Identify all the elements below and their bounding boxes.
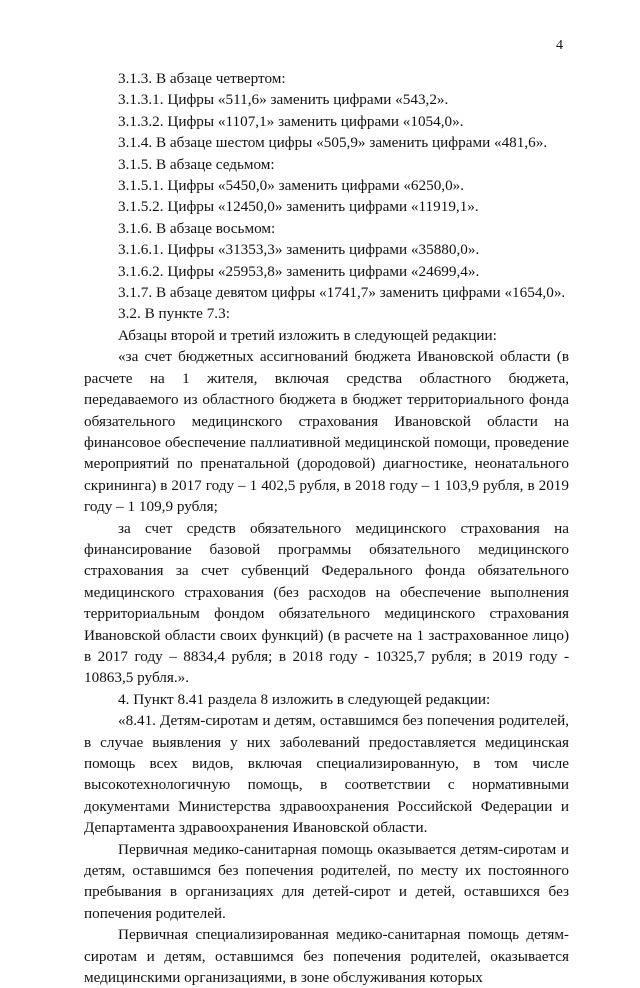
amendment-paragraph: 3.1.6.2. Цифры «25953,8» заменить цифрами «24699,4».: [118, 262, 480, 280]
amendment-paragraph: 3.1.4. В абзаце шестом цифры «505,9» заменить цифрами «481,6».: [118, 134, 548, 152]
amendment-paragraph: 3.1.6.1. Цифры «31353,3» заменить цифрами «35880,0».: [118, 241, 480, 259]
quoted-paragraph: Первичная специализированная медико-санитарная помощь детям-сиротам и детям, оставшимся без попечения родителей, оказывается медицинскими организациями, в зоне обслуживания которых: [84, 926, 569, 987]
amendment-paragraph: 3.1.5.2. Цифры «12450,0» заменить цифрами «11919,1».: [118, 198, 479, 216]
quoted-paragraph: «8.41. Детям-сиротам и детям, оставшимся без попечения родителей, в случае выявления у них заболеваний предоставляется медицинская помощь всех видов, включая специализированную, в том числе высокотехнологичную помощь, в соответствии с нормативными документами Министерства здравоохранения Российской Федерации и Департамента здравоохранения Ивановской области.: [84, 712, 569, 837]
amendment-paragraph: 3.1.6. В абзаце восьмом:: [118, 219, 276, 237]
amendment-paragraph: 3.1.3. В абзаце четвертом:: [118, 70, 286, 87]
amendment-paragraph: 3.2. В пункте 7.3:: [118, 305, 230, 323]
page-number: 4: [556, 38, 563, 53]
quoted-paragraph: за счет средств обязательного медицинского страхования на финансирование базовой программы обязательного медицинского страхования за счет субвенций Федерального фонда обязательного медицинского страхования (без расходов на обеспечение выполнения территориальным фондом обязательного медицинского страхования Ивановской области своих функций) (в расчете на 1 застрахованное лицо) в 2017 году – 8834,4 рубля; в 2018 году - 10325,7 рубля; в 2019 году - 10863,5 рубля.».: [84, 519, 569, 687]
amendment-paragraph: 3.1.3.2. Цифры «1107,1» заменить цифрами «1054,0».: [118, 112, 464, 130]
amendment-paragraph: 3.1.7. В абзаце девятом цифры «1741,7» заменить цифрами «1654,0».: [118, 284, 566, 302]
quoted-paragraph: Первичная медико-санитарная помощь оказывается детям-сиротам и детям, оставшимся без попечения родителей, по месту их постоянного пребывания в организациях для детей-сирот и детей, оставшихся без попечения родителей.: [84, 840, 569, 922]
amendment-paragraph: 3.1.5.1. Цифры «5450,0» заменить цифрами «6250,0».: [118, 177, 465, 195]
amendment-paragraph: 3.1.3.1. Цифры «511,6» заменить цифрами «543,2».: [118, 91, 449, 109]
amendment-paragraph: 3.1.5. В абзаце седьмом:: [118, 155, 275, 173]
amendment-paragraph: Абзацы второй и третий изложить в следующей редакции:: [118, 326, 497, 344]
quoted-paragraph: «за счет бюджетных ассигнований бюджета Ивановской области (в расчете на 1 жителя, включая средства областного бюджета, передаваемого из областного бюджета в бюджет территориального фонда обязательного медицинского страхования Ивановской области на финансовое обеспечение паллиативной медицинской помощи, проведение мероприятий по пренатальной (дородовой) диагностике, неонатального скрининга) в 2017 году – 1 402,5 рубля, в 2018 году – 1 103,9 рубля, в 2019 году – 1 109,9 рубля;: [84, 348, 569, 516]
document-body: [84, 68, 569, 988]
amendment-paragraph: 4. Пункт 8.41 раздела 8 изложить в следующей редакции:: [118, 690, 491, 708]
